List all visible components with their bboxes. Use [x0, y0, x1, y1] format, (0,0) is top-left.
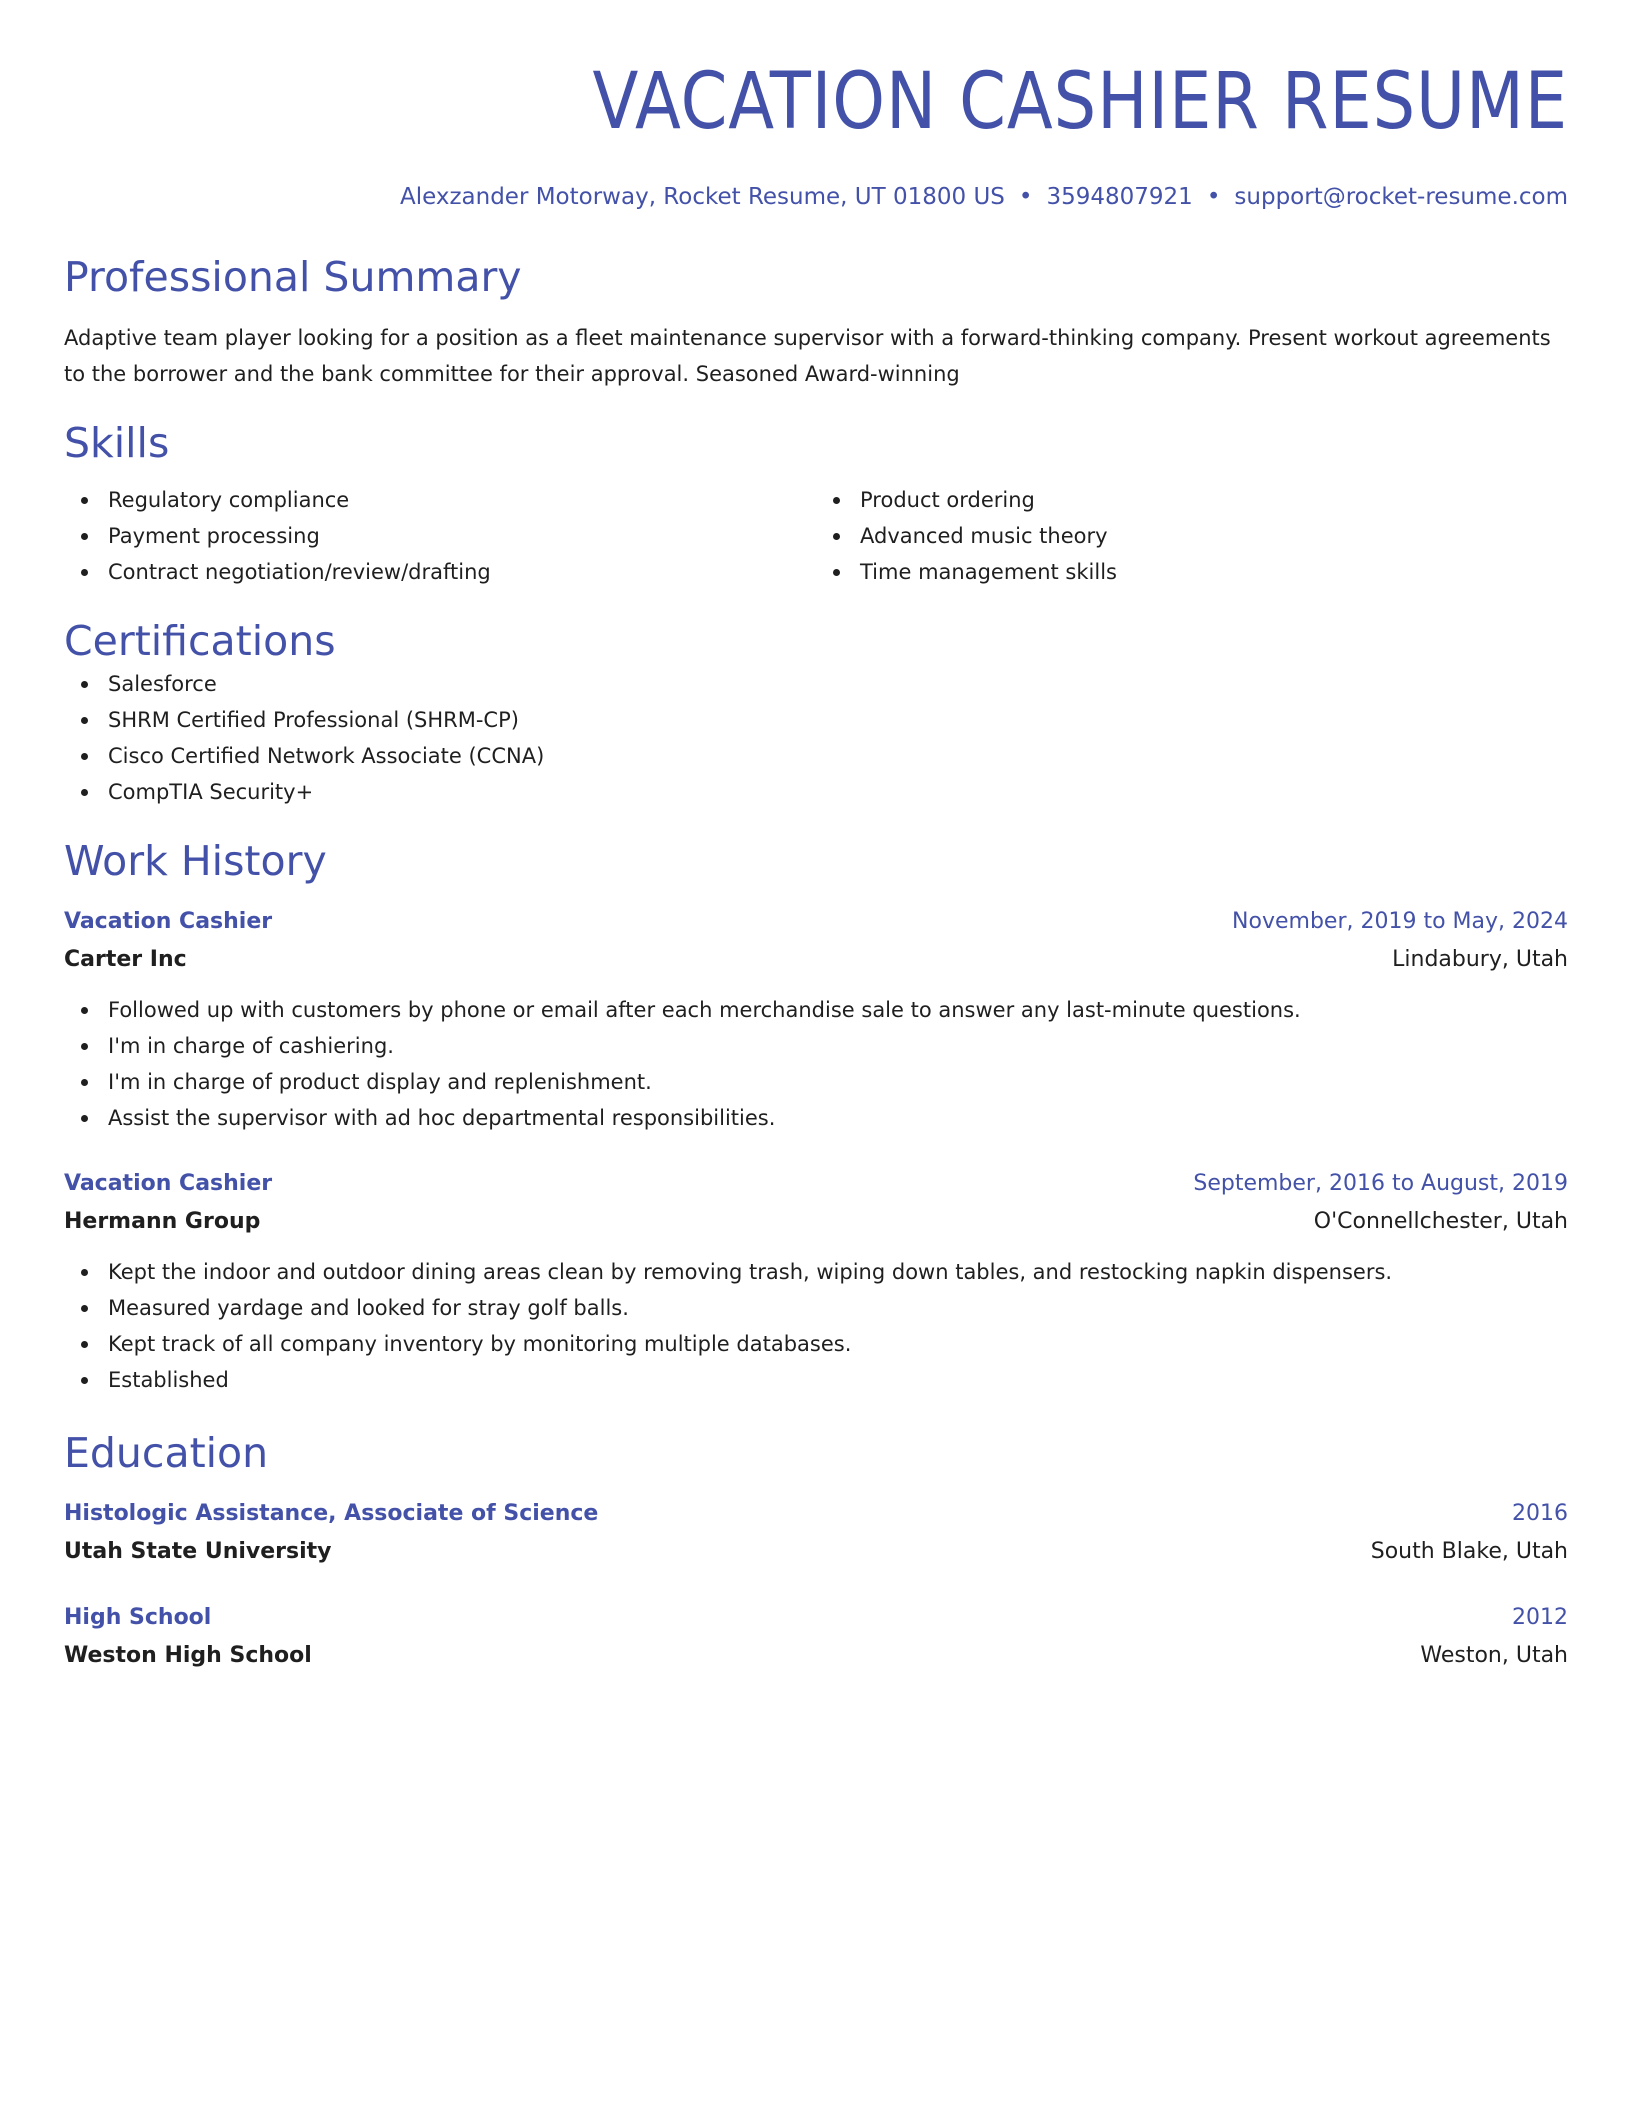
education-degree: Histologic Assistance, Associate of Science [64, 1501, 599, 1526]
job-duty: I'm in charge of cashiering. [64, 1028, 1568, 1064]
skill-item: Payment processing [64, 518, 816, 554]
job-title: Vacation Cashier [64, 1171, 273, 1196]
job-dates: September, 2016 to August, 2019 [1193, 1171, 1568, 1196]
job-duties [64, 1254, 1568, 1398]
job-duty: Assist the supervisor with ad hoc departmental responsibilities. [64, 1100, 1568, 1136]
contact-address: Alexzander Motorway, Rocket Resume, UT 01800 US [399, 184, 1005, 210]
education-degree: High School [64, 1605, 212, 1630]
job-location: O'Connellchester, Utah [1313, 1209, 1568, 1234]
job-dates: November, 2019 to May, 2024 [1232, 909, 1568, 934]
job-duty: Measured yardage and looked for stray golf balls. [64, 1290, 1568, 1326]
education-location: South Blake, Utah [1370, 1539, 1568, 1564]
certification-item: Cisco Certified Network Associate (CCNA) [64, 738, 1568, 774]
skill-item: Regulatory compliance [64, 482, 816, 518]
job-duty: Established [64, 1362, 1568, 1398]
education-year: 2016 [1512, 1501, 1568, 1526]
education-entry [64, 1496, 1568, 1572]
job-entry [64, 904, 1568, 1136]
job-location: Lindabury, Utah [1392, 947, 1568, 972]
work-history-heading: Work History [64, 837, 327, 885]
contact-email: support@rocket-resume.com [1234, 184, 1568, 210]
certifications-list [64, 666, 1568, 810]
certification-item: CompTIA Security+ [64, 774, 1568, 810]
job-entry [64, 1166, 1568, 1398]
job-duty: Followed up with customers by phone or email after each merchandise sale to answer any last-minute questions. [64, 992, 1568, 1028]
skill-item: Advanced music theory [816, 518, 1568, 554]
skills-heading: Skills [64, 419, 170, 467]
contact-separator: • [1018, 184, 1033, 210]
summary-heading: Professional Summary [64, 253, 522, 301]
education-heading: Education [64, 1429, 269, 1477]
skills-column-left [64, 482, 816, 590]
skill-item: Contract negotiation/review/drafting [64, 554, 816, 590]
summary-text: Adaptive team player looking for a position as a fleet maintenance supervisor with a forward-thinking company. Present workout agreements to the borrower and the bank committee for their approval. Seasoned Award-winning [64, 326, 1551, 386]
job-duty: I'm in charge of product display and replenishment. [64, 1064, 1568, 1100]
skills-list [64, 482, 1568, 590]
job-title: Vacation Cashier [64, 909, 273, 934]
certification-item: Salesforce [64, 666, 1568, 702]
education-location: Weston, Utah [1420, 1643, 1568, 1668]
job-duty: Kept the indoor and outdoor dining areas clean by removing trash, wiping down tables, and restocking napkin dispensers. [64, 1254, 1568, 1290]
certifications-heading: Certifications [64, 617, 336, 665]
skills-column-right [816, 482, 1568, 590]
certification-item: SHRM Certified Professional (SHRM-CP) [64, 702, 1568, 738]
job-company: Hermann Group [64, 1209, 261, 1234]
contact-line [64, 182, 1568, 212]
education-entry [64, 1600, 1568, 1676]
skill-item: Time management skills [816, 554, 1568, 590]
resume-title: VACATION CASHIER RESUME [592, 57, 1568, 147]
education-school: Utah State University [64, 1539, 332, 1564]
job-duty: Kept track of all company inventory by monitoring multiple databases. [64, 1326, 1568, 1362]
job-duties [64, 992, 1568, 1136]
education-school: Weston High School [64, 1643, 312, 1668]
skill-item: Product ordering [816, 482, 1568, 518]
job-company: Carter Inc [64, 947, 187, 972]
contact-separator: • [1206, 184, 1221, 210]
contact-phone: 3594807921 [1046, 184, 1193, 210]
education-year: 2012 [1512, 1605, 1568, 1630]
